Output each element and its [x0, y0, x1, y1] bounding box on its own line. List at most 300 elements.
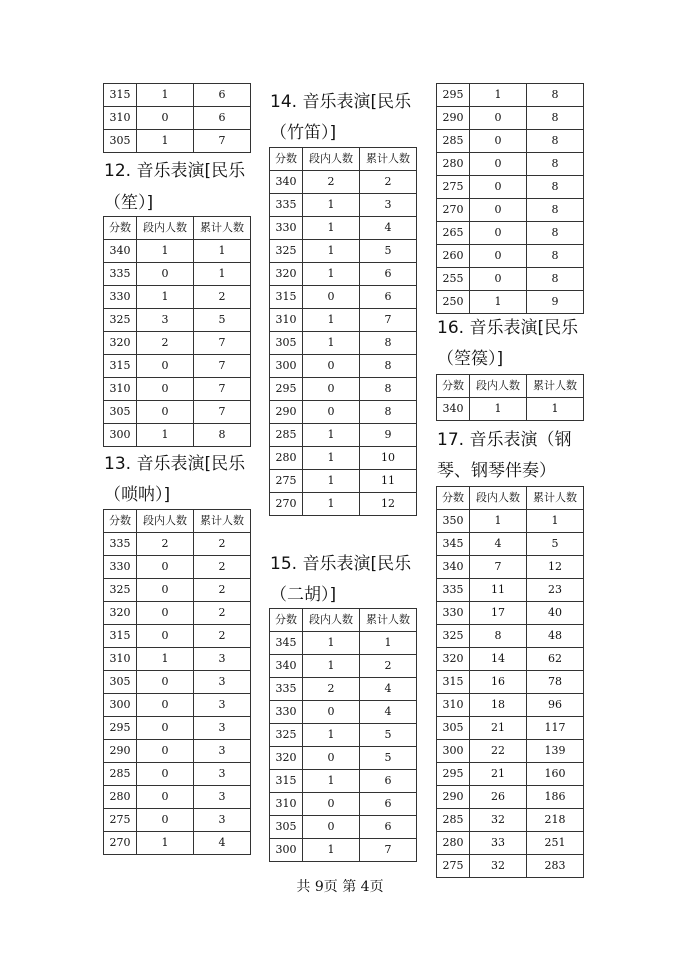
- column-header: 累计人数: [360, 148, 417, 171]
- table-cell: 0: [137, 107, 194, 130]
- table-cell: 22: [470, 740, 527, 763]
- table-cell: 1: [303, 632, 360, 655]
- table-header-row: [104, 217, 251, 240]
- table-cell: 320: [270, 263, 303, 286]
- table-row: [104, 786, 251, 809]
- table-cell: 305: [104, 130, 137, 153]
- table-row: [270, 632, 417, 655]
- table-row: [104, 602, 251, 625]
- table-row: [437, 107, 584, 130]
- table-row: [104, 240, 251, 263]
- table-cell: 8: [527, 130, 584, 153]
- table-row: [437, 625, 584, 648]
- table-row: [437, 671, 584, 694]
- table-cell: 0: [303, 286, 360, 309]
- table-row: [437, 398, 584, 421]
- table-row: [437, 245, 584, 268]
- table-row: [104, 84, 251, 107]
- table-cell: 0: [470, 245, 527, 268]
- column-header: 分数: [104, 217, 137, 240]
- heading-s17-line2: 琴、钢琴伴奏）: [437, 461, 556, 481]
- column-header: 分数: [104, 510, 137, 533]
- column-header: 累计人数: [194, 510, 251, 533]
- table-cell: 6: [360, 770, 417, 793]
- table-cell: 1: [303, 217, 360, 240]
- table-cell: 315: [104, 84, 137, 107]
- table-cell: 1: [303, 839, 360, 862]
- table-row: [437, 763, 584, 786]
- table-row: [104, 625, 251, 648]
- table-row: [104, 378, 251, 401]
- column-header: 分数: [270, 609, 303, 632]
- table-row: [104, 740, 251, 763]
- table-cell: 21: [470, 763, 527, 786]
- table-cell: 295: [270, 378, 303, 401]
- table-cell: 2: [194, 533, 251, 556]
- table-cell: 0: [137, 625, 194, 648]
- table-cell: 335: [270, 194, 303, 217]
- table-cell: 0: [137, 602, 194, 625]
- table-cell: 0: [303, 816, 360, 839]
- table-cell: 345: [437, 533, 470, 556]
- table-cell: 0: [137, 809, 194, 832]
- table-cell: 5: [360, 747, 417, 770]
- table-row: [437, 579, 584, 602]
- heading-s15-line1: 15. 音乐表演[民乐: [270, 554, 412, 574]
- table-cell: 7: [360, 309, 417, 332]
- table-cell: 6: [360, 263, 417, 286]
- table-cell: 0: [303, 378, 360, 401]
- table-cell: 1: [137, 130, 194, 153]
- table-cell: 335: [104, 533, 137, 556]
- table-cell: 5: [527, 533, 584, 556]
- heading-s17-line1: 17. 音乐表演（钢: [437, 430, 572, 450]
- table-cell: 330: [270, 217, 303, 240]
- table-cell: 1: [360, 632, 417, 655]
- table-cell: 0: [470, 222, 527, 245]
- table-row: [104, 579, 251, 602]
- table-cell: 3: [360, 194, 417, 217]
- table-cell: 1: [137, 84, 194, 107]
- table-cell: 1: [303, 424, 360, 447]
- table-row: [104, 671, 251, 694]
- table-cell: 8: [527, 245, 584, 268]
- table-cell: 3: [194, 717, 251, 740]
- table-cell: 62: [527, 648, 584, 671]
- table-cell: 310: [104, 648, 137, 671]
- table-cell: 0: [137, 786, 194, 809]
- table-cell: 0: [303, 355, 360, 378]
- table-cell: 4: [194, 832, 251, 855]
- table-row: [104, 107, 251, 130]
- table-row: [270, 240, 417, 263]
- table-row: [270, 355, 417, 378]
- table-cell: 290: [437, 107, 470, 130]
- table-cell: 0: [303, 401, 360, 424]
- table-cell: 0: [470, 130, 527, 153]
- table-cell: 1: [303, 724, 360, 747]
- table-cell: 275: [437, 855, 470, 878]
- column-header: 累计人数: [527, 487, 584, 510]
- table-cell: 7: [194, 378, 251, 401]
- table-cell: 1: [470, 291, 527, 314]
- table-row: [270, 770, 417, 793]
- table-cell: 3: [194, 786, 251, 809]
- table-row: [437, 602, 584, 625]
- table-cell: 8: [527, 107, 584, 130]
- table-row: [104, 355, 251, 378]
- table-cell: 1: [303, 309, 360, 332]
- table-row: [270, 678, 417, 701]
- column-header: 段内人数: [303, 148, 360, 171]
- table-s11-tail: [103, 83, 251, 153]
- table-cell: 330: [104, 286, 137, 309]
- table-cell: 2: [303, 171, 360, 194]
- table-cell: 0: [137, 740, 194, 763]
- table-cell: 1: [137, 648, 194, 671]
- table-row: [104, 533, 251, 556]
- table-cell: 2: [360, 171, 417, 194]
- table-cell: 8: [527, 268, 584, 291]
- table-cell: 11: [470, 579, 527, 602]
- table-cell: 320: [104, 602, 137, 625]
- table-cell: 8: [360, 355, 417, 378]
- table-header-row: [270, 609, 417, 632]
- table-cell: 11: [360, 470, 417, 493]
- table-cell: 285: [104, 763, 137, 786]
- column-header: 分数: [437, 375, 470, 398]
- table-row: [437, 510, 584, 533]
- table-cell: 3: [137, 309, 194, 332]
- table-cell: 285: [437, 130, 470, 153]
- table-cell: 40: [527, 602, 584, 625]
- table-row: [104, 694, 251, 717]
- table-row: [104, 332, 251, 355]
- table-row: [104, 648, 251, 671]
- table-cell: 320: [104, 332, 137, 355]
- table-cell: 78: [527, 671, 584, 694]
- table-header-row: [437, 487, 584, 510]
- table-cell: 23: [527, 579, 584, 602]
- table-cell: 8: [360, 401, 417, 424]
- table-cell: 1: [137, 424, 194, 447]
- table-row: [437, 291, 584, 314]
- table-cell: 1: [137, 832, 194, 855]
- table-cell: 275: [437, 176, 470, 199]
- table-cell: 96: [527, 694, 584, 717]
- table-cell: 290: [437, 786, 470, 809]
- table-cell: 325: [104, 579, 137, 602]
- table-cell: 33: [470, 832, 527, 855]
- table-cell: 0: [137, 694, 194, 717]
- table-cell: 315: [270, 770, 303, 793]
- table-cell: 4: [470, 533, 527, 556]
- table-row: [104, 717, 251, 740]
- table-cell: 270: [104, 832, 137, 855]
- table-cell: 345: [270, 632, 303, 655]
- heading-s13-line2: （唢呐）]: [104, 485, 171, 505]
- table-cell: 1: [303, 470, 360, 493]
- table-cell: 7: [194, 332, 251, 355]
- table-cell: 1: [470, 510, 527, 533]
- column-header: 段内人数: [137, 217, 194, 240]
- table-cell: 139: [527, 740, 584, 763]
- table-cell: 186: [527, 786, 584, 809]
- table-cell: 17: [470, 602, 527, 625]
- table-cell: 8: [527, 176, 584, 199]
- table-cell: 305: [104, 401, 137, 424]
- table-cell: 3: [194, 694, 251, 717]
- table-cell: 3: [194, 763, 251, 786]
- table-cell: 1: [527, 510, 584, 533]
- table-cell: 0: [137, 263, 194, 286]
- heading-s12-line1: 12. 音乐表演[民乐: [104, 161, 246, 181]
- table-row: [104, 556, 251, 579]
- table-cell: 300: [104, 424, 137, 447]
- table-cell: 315: [104, 355, 137, 378]
- table-cell: 1: [137, 240, 194, 263]
- table-cell: 32: [470, 809, 527, 832]
- table-cell: 1: [527, 398, 584, 421]
- table-row: [437, 153, 584, 176]
- table-row: [437, 809, 584, 832]
- table-cell: 8: [194, 424, 251, 447]
- table-cell: 0: [137, 556, 194, 579]
- table-cell: 4: [360, 678, 417, 701]
- table-cell: 2: [194, 579, 251, 602]
- table-row: [104, 809, 251, 832]
- table-cell: 218: [527, 809, 584, 832]
- table-cell: 12: [527, 556, 584, 579]
- table-cell: 255: [437, 268, 470, 291]
- table-cell: 0: [470, 199, 527, 222]
- heading-s15-line2: （二胡）]: [270, 585, 337, 605]
- table-cell: 2: [194, 286, 251, 309]
- table-cell: 5: [360, 724, 417, 747]
- table-cell: 0: [303, 793, 360, 816]
- column-header: 分数: [270, 148, 303, 171]
- table-row: [270, 194, 417, 217]
- table-cell: 0: [303, 747, 360, 770]
- table-cell: 0: [470, 268, 527, 291]
- table-cell: 8: [360, 332, 417, 355]
- table-cell: 0: [303, 701, 360, 724]
- table-cell: 340: [437, 398, 470, 421]
- table-cell: 6: [360, 793, 417, 816]
- table-cell: 315: [104, 625, 137, 648]
- table-row: [104, 286, 251, 309]
- heading-s13-line1: 13. 音乐表演[民乐: [104, 454, 246, 474]
- table-cell: 0: [470, 153, 527, 176]
- table-row: [437, 832, 584, 855]
- table-cell: 0: [137, 717, 194, 740]
- table-cell: 2: [194, 625, 251, 648]
- table-cell: 315: [437, 671, 470, 694]
- table-row: [437, 268, 584, 291]
- table-s14: [269, 147, 417, 516]
- table-row: [270, 263, 417, 286]
- table-cell: 290: [270, 401, 303, 424]
- table-cell: 8: [470, 625, 527, 648]
- column-header: 段内人数: [303, 609, 360, 632]
- table-cell: 350: [437, 510, 470, 533]
- table-cell: 280: [104, 786, 137, 809]
- table-cell: 10: [360, 447, 417, 470]
- heading-s16-line1: 16. 音乐表演[民乐: [437, 318, 579, 338]
- table-cell: 325: [437, 625, 470, 648]
- table-cell: 160: [527, 763, 584, 786]
- table-cell: 7: [194, 355, 251, 378]
- table-row: [270, 724, 417, 747]
- table-cell: 8: [527, 199, 584, 222]
- table-cell: 0: [137, 355, 194, 378]
- table-cell: 285: [270, 424, 303, 447]
- table-row: [270, 171, 417, 194]
- table-cell: 340: [270, 655, 303, 678]
- table-row: [437, 740, 584, 763]
- table-cell: 2: [194, 602, 251, 625]
- table-row: [104, 832, 251, 855]
- table-cell: 275: [270, 470, 303, 493]
- table-cell: 265: [437, 222, 470, 245]
- table-row: [270, 470, 417, 493]
- table-cell: 0: [137, 401, 194, 424]
- table-row: [437, 648, 584, 671]
- table-cell: 325: [104, 309, 137, 332]
- table-cell: 26: [470, 786, 527, 809]
- table-cell: 310: [270, 309, 303, 332]
- table-row: [270, 378, 417, 401]
- table-row: [270, 493, 417, 516]
- table-cell: 1: [303, 332, 360, 355]
- table-cell: 310: [104, 378, 137, 401]
- table-cell: 295: [437, 763, 470, 786]
- heading-s12-line2: （笙）]: [104, 193, 154, 213]
- table-row: [437, 855, 584, 878]
- table-cell: 1: [303, 493, 360, 516]
- table-cell: 117: [527, 717, 584, 740]
- table-row: [104, 130, 251, 153]
- table-cell: 300: [270, 839, 303, 862]
- table-header-row: [270, 148, 417, 171]
- table-cell: 3: [194, 809, 251, 832]
- heading-s14-line2: （竹笛）]: [270, 123, 337, 143]
- table-cell: 295: [437, 84, 470, 107]
- table-row: [270, 332, 417, 355]
- table-row: [270, 447, 417, 470]
- table-row: [437, 786, 584, 809]
- table-cell: 1: [303, 263, 360, 286]
- table-cell: 7: [360, 839, 417, 862]
- table-row: [270, 747, 417, 770]
- table-cell: 330: [270, 701, 303, 724]
- table-cell: 1: [137, 286, 194, 309]
- column-header: 段内人数: [137, 510, 194, 533]
- table-s17: [436, 486, 584, 878]
- table-row: [270, 401, 417, 424]
- table-cell: 32: [470, 855, 527, 878]
- table-row: [270, 424, 417, 447]
- table-cell: 18: [470, 694, 527, 717]
- table-cell: 1: [194, 263, 251, 286]
- table-row: [437, 533, 584, 556]
- table-cell: 1: [194, 240, 251, 263]
- table-cell: 0: [137, 763, 194, 786]
- table-cell: 251: [527, 832, 584, 855]
- table-cell: 260: [437, 245, 470, 268]
- table-row: [437, 176, 584, 199]
- column-header: 段内人数: [470, 487, 527, 510]
- table-row: [437, 556, 584, 579]
- table-cell: 8: [527, 222, 584, 245]
- table-row: [437, 84, 584, 107]
- table-cell: 5: [194, 309, 251, 332]
- table-row: [104, 263, 251, 286]
- table-cell: 21: [470, 717, 527, 740]
- table-row: [104, 401, 251, 424]
- column-header: 累计人数: [194, 217, 251, 240]
- table-cell: 290: [104, 740, 137, 763]
- table-cell: 4: [360, 217, 417, 240]
- table-row: [437, 222, 584, 245]
- table-cell: 0: [137, 579, 194, 602]
- column-header: 段内人数: [470, 375, 527, 398]
- table-cell: 8: [527, 84, 584, 107]
- table-cell: 0: [470, 107, 527, 130]
- table-cell: 335: [104, 263, 137, 286]
- table-cell: 3: [194, 648, 251, 671]
- table-cell: 320: [437, 648, 470, 671]
- table-cell: 325: [270, 724, 303, 747]
- table-cell: 2: [194, 556, 251, 579]
- table-s13: [103, 509, 251, 855]
- table-cell: 2: [137, 533, 194, 556]
- table-row: [437, 130, 584, 153]
- table-row: [270, 217, 417, 240]
- table-cell: 3: [194, 671, 251, 694]
- table-cell: 1: [470, 398, 527, 421]
- table-cell: 7: [470, 556, 527, 579]
- table-s15-cont: [436, 83, 584, 314]
- table-cell: 280: [437, 832, 470, 855]
- table-row: [270, 816, 417, 839]
- table-header-row: [104, 510, 251, 533]
- column-header: 累计人数: [527, 375, 584, 398]
- table-cell: 3: [194, 740, 251, 763]
- table-cell: 305: [437, 717, 470, 740]
- table-cell: 9: [527, 291, 584, 314]
- table-cell: 280: [437, 153, 470, 176]
- table-cell: 48: [527, 625, 584, 648]
- table-cell: 6: [194, 107, 251, 130]
- table-cell: 310: [270, 793, 303, 816]
- table-cell: 8: [527, 153, 584, 176]
- table-cell: 310: [437, 694, 470, 717]
- table-cell: 1: [303, 447, 360, 470]
- table-cell: 1: [303, 240, 360, 263]
- table-cell: 16: [470, 671, 527, 694]
- table-cell: 6: [194, 84, 251, 107]
- table-cell: 320: [270, 747, 303, 770]
- table-row: [270, 655, 417, 678]
- table-cell: 305: [270, 816, 303, 839]
- page-footer: 共 9页 第 4页: [296, 879, 384, 895]
- column-header: 累计人数: [360, 609, 417, 632]
- table-cell: 315: [270, 286, 303, 309]
- table-cell: 325: [270, 240, 303, 263]
- table-row: [270, 793, 417, 816]
- table-row: [437, 199, 584, 222]
